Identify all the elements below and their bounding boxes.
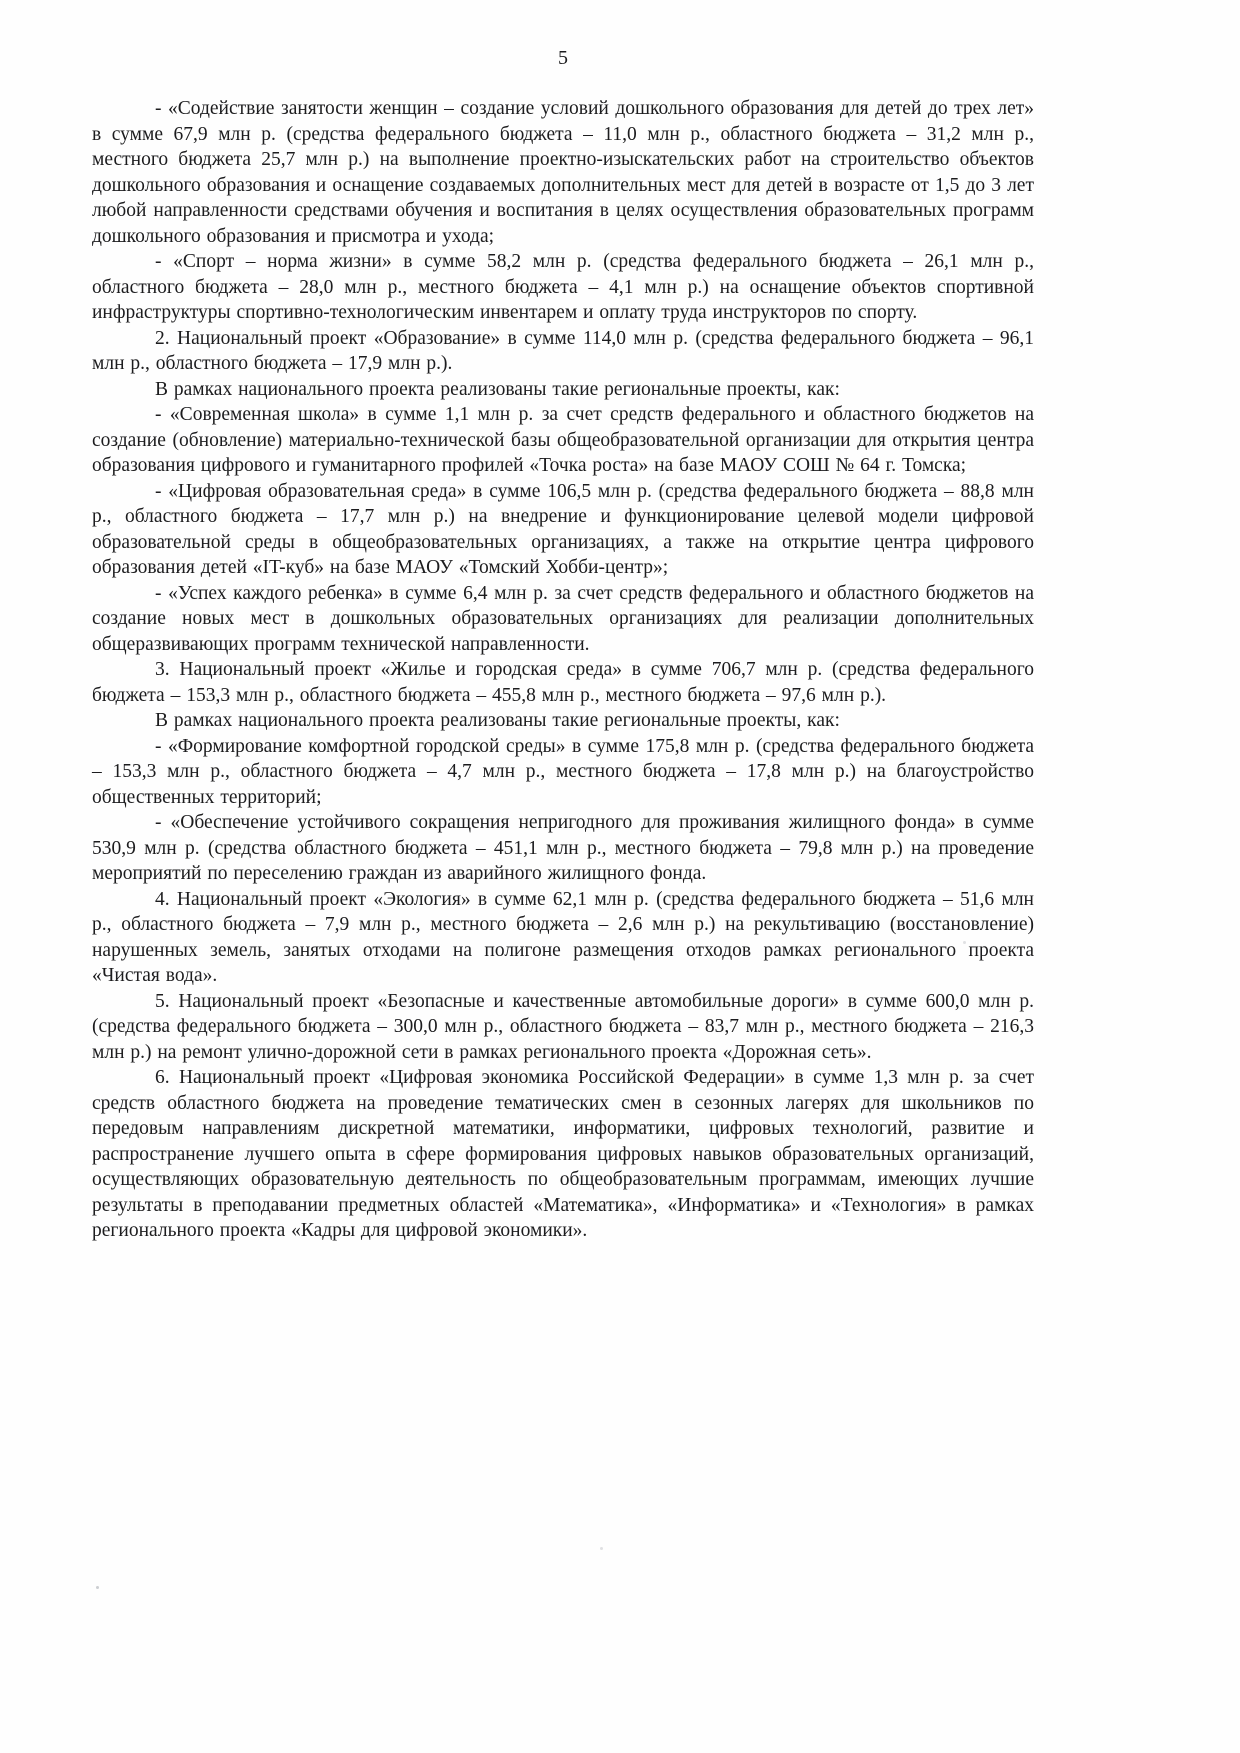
document-body xyxy=(92,96,1034,1244)
paragraph: В рамках национального проекта реализованы такие региональные проекты, как: xyxy=(155,710,840,731)
page-number: 5 xyxy=(558,47,568,69)
paragraph: - «Содействие занятости женщин – создание условий дошкольного образования для детей до трех лет» в сумме 67,9 млн р. (средства федерального бюджета – 11,0 млн р., областного бюджета – 31,2 млн р., местного бюджета 25,7 млн р.) на выполнение проектно-изыскательских работ на строительство объектов дошкольного образования и оснащение создаваемых дополнительных мест для детей в возрасте от 1,5 до 3 лет любой направленности средствами обучения и воспитания в целях осуществления образовательных программ дошкольного образования и присмотра и ухода; xyxy=(92,98,1034,247)
paragraph: - «Формирование комфортной городской среды» в сумме 175,8 млн р. (средства федерального бюджета – 153,3 млн р., областного бюджета – 4,7 млн р., местного бюджета – 17,8 млн р.) на благоустройство общественных территорий; xyxy=(92,735,1034,808)
scan-artifact xyxy=(96,1586,99,1589)
scan-artifact xyxy=(600,1547,603,1550)
paragraph: 4. Национальный проект «Экология» в сумме 62,1 млн р. (средства федерального бюджета – 51,6 млн р., областного бюджета – 7,9 млн р., местного бюджета – 2,6 млн р.) на рекультивацию (восстановление) нарушенных земель, занятых отходами на полигоне размещения отходов рамках регионального проекта «Чистая вода». xyxy=(92,888,1034,986)
paragraph: - «Обеспечение устойчивого сокращения непригодного для проживания жилищного фонда» в сумме 530,9 млн р. (средства областного бюджета – 451,1 млн р., местного бюджета – 79,8 млн р.) на проведение мероприятий по переселению граждан из аварийного жилищного фонда. xyxy=(92,812,1034,884)
paragraph: - «Цифровая образовательная среда» в сумме 106,5 млн р. (средства федерального бюджета – 88,8 млн р., областного бюджета – 17,7 млн р.) на внедрение и функционирование целевой модели цифровой образовательной среды в общеобразовательных организациях, а также на открытие центра цифрового образования детей «IT-куб» на базе МАОУ «Томский Хобби-центр»; xyxy=(92,480,1034,578)
paragraph: - «Успех каждого ребенка» в сумме 6,4 млн р. за счет средств федерального и областного бюджетов на создание новых мест в дошкольных образовательных организациях для реализации дополнительных общеразвивающих программ технической направленности. xyxy=(92,582,1034,655)
paragraph: 2. Национальный проект «Образование» в сумме 114,0 млн р. (средства федерального бюджета – 96,1 млн р., областного бюджета – 17,9 млн р.). xyxy=(92,327,1034,374)
paragraph: 6. Национальный проект «Цифровая экономика Российской Федерации» в сумме 1,3 млн р. за счет средств областного бюджета на проведение тематических смен в сезонных лагерях для школьников по передовым направлениям дискретной математики, информатики, цифровых технологий, развитие и распространение лучшего опыта в сфере формирования цифровых навыков образовательных организаций, осуществляющих образовательную деятельность по общеобразовательным программам, имеющих лучшие результаты в преподавании предметных областей «Математика», «Информатика» и «Технология» в рамках регионального проекта «Кадры для цифровой экономики». xyxy=(92,1067,1034,1241)
scan-artifact xyxy=(963,941,966,944)
paragraph: - «Спорт – норма жизни» в сумме 58,2 млн р. (средства федерального бюджета – 26,1 млн р., областного бюджета – 28,0 млн р., местного бюджета – 4,1 млн р.) на оснащение объектов спортивной инфраструктуры спортивно-технологическим инвентарем и оплату труда инструкторов по спорту. xyxy=(92,251,1034,323)
paragraph: 3. Национальный проект «Жилье и городская среда» в сумме 706,7 млн р. (средства федерального бюджета – 153,3 млн р., областного бюджета – 455,8 млн р., местного бюджета – 97,6 млн р.). xyxy=(92,659,1034,706)
paragraph: 5. Национальный проект «Безопасные и качественные автомобильные дороги» в сумме 600,0 млн р. (средства федерального бюджета – 300,0 млн р., областного бюджета – 83,7 млн р., местного бюджета – 216,3 млн р.) на ремонт улично-дорожной сети в рамках регионального проекта «Дорожная сеть». xyxy=(92,990,1034,1063)
paragraph: - «Современная школа» в сумме 1,1 млн р. за счет средств федерального и областного бюджетов на создание (обновление) материально-технической базы общеобразовательной организации для открытия центра образования цифрового и гуманитарного профилей «Точка роста» на базе МАОУ СОШ № 64 г. Томска; xyxy=(92,404,1034,476)
paragraph: В рамках национального проекта реализованы такие региональные проекты, как: xyxy=(155,378,840,400)
